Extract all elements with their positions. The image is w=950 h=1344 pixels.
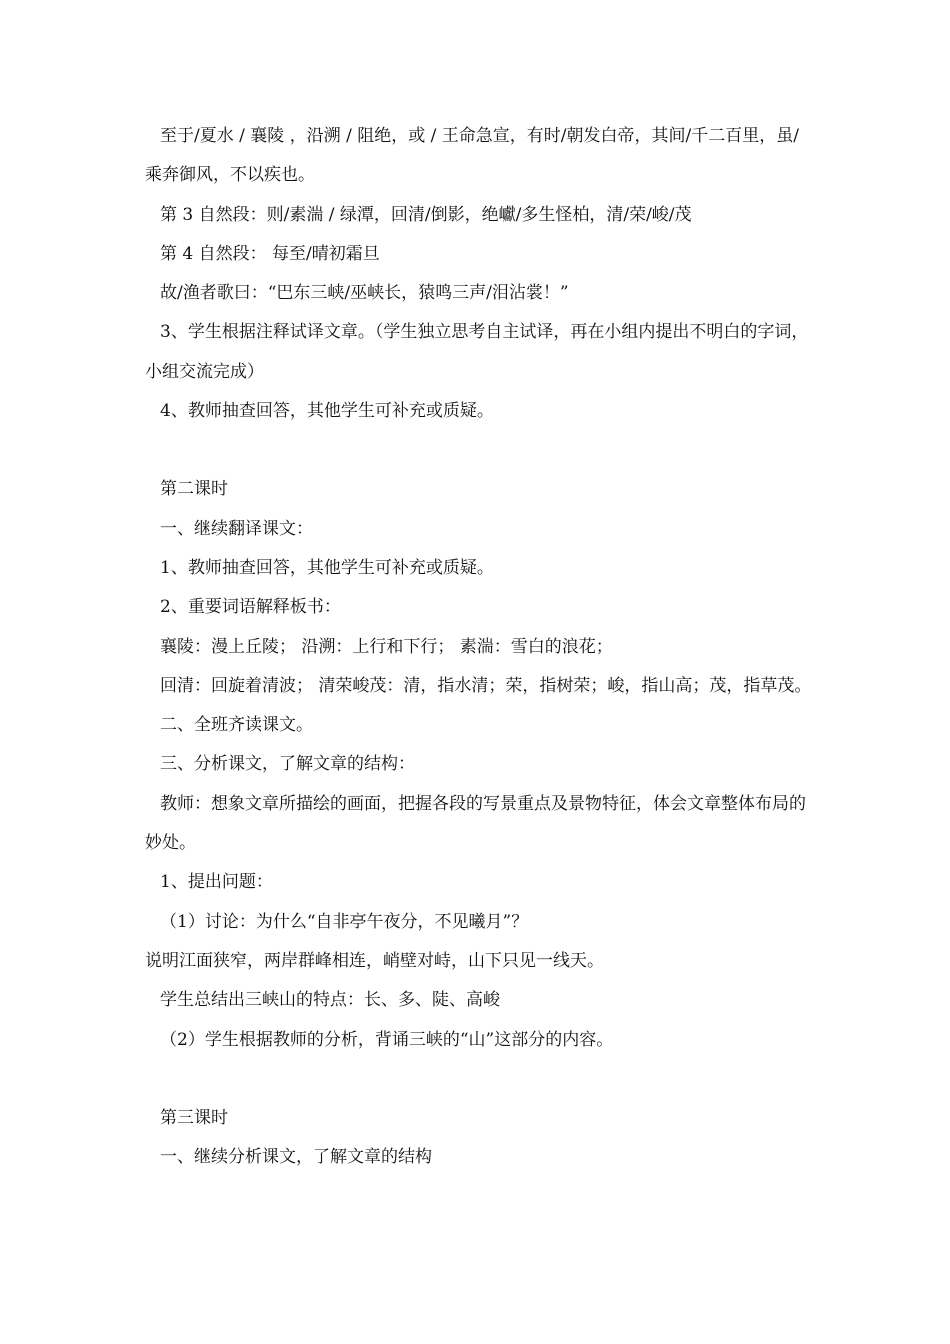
paragraph-text: 故/渔者歌曰：“巴东三峡/巫峡长，猿鸣三声/泪沾裳！” (160, 283, 569, 304)
paragraph-text: 一、继续翻译课文： (160, 518, 313, 539)
paragraph-text: 三、分析课文，了解文章的结构： (160, 754, 415, 775)
paragraph-text: 至于/夏水 / 襄陵 ，沿溯 / 阻绝，或 / 王命急宣，有时/朝发白帝，其间/千二百里，虽/乘奔御风，不以疾也。 (145, 126, 799, 186)
paragraph-text: 第 3 自然段：则/素湍 / 绿潭，回清/倒影，绝巘/多生怪柏，清/荣/峻/茂 (160, 204, 692, 225)
paragraph-text: 4、教师抽查回答，其他学生可补充或质疑。 (160, 401, 494, 422)
paragraph-text: 教师：想象文章所描绘的画面，把握各段的写景重点及景物特征，体会文章整体布局的妙处。 (145, 793, 806, 854)
paragraph-spacer (145, 1060, 815, 1099)
paragraph-text: （2）学生根据教师的分析，背诵三峡的“山”这部分的内容。 (160, 1029, 614, 1050)
paragraph-text: 2、重要词语解释板书： (160, 597, 341, 618)
paragraph-text: 二、全班齐读课文。 (160, 715, 313, 736)
paragraph-text: （1）讨论：为什么“自非亭午夜分，不见曦月”？ (160, 911, 529, 932)
paragraph-text: 第 4 自然段： 每至/晴初霜旦 (160, 243, 380, 264)
section-title: 第三课时 (160, 1107, 228, 1128)
document-body (145, 117, 815, 1177)
paragraph-text: 1、提出问题： (160, 872, 273, 893)
paragraph-text: 1、教师抽查回答，其他学生可补充或质疑。 (160, 557, 494, 578)
paragraph-text: 襄陵：漫上丘陵； 沿溯：上行和下行； 素湍：雪白的浪花； (160, 636, 613, 657)
paragraph-text: 说明江面狭窄，两岸群峰相连，峭壁对峙，山下只见一线天。 (145, 950, 604, 971)
paragraph-text: 学生总结出三峡山的特点：长、多、陡、高峻 (160, 990, 500, 1011)
paragraph-text: 回清：回旋着清波； 清荣峻茂：清，指水清；荣，指树荣；峻，指山高；茂，指草茂。 (160, 675, 812, 696)
paragraph-text: 一、继续分析课文，了解文章的结构 (160, 1147, 432, 1168)
section-title: 第二课时 (160, 479, 228, 500)
paragraph-spacer (145, 431, 815, 470)
paragraph-text: 3、学生根据注释试译文章。（学生独立思考自主试译，再在小组内提出不明白的字词，小组交流完成） (145, 322, 809, 382)
